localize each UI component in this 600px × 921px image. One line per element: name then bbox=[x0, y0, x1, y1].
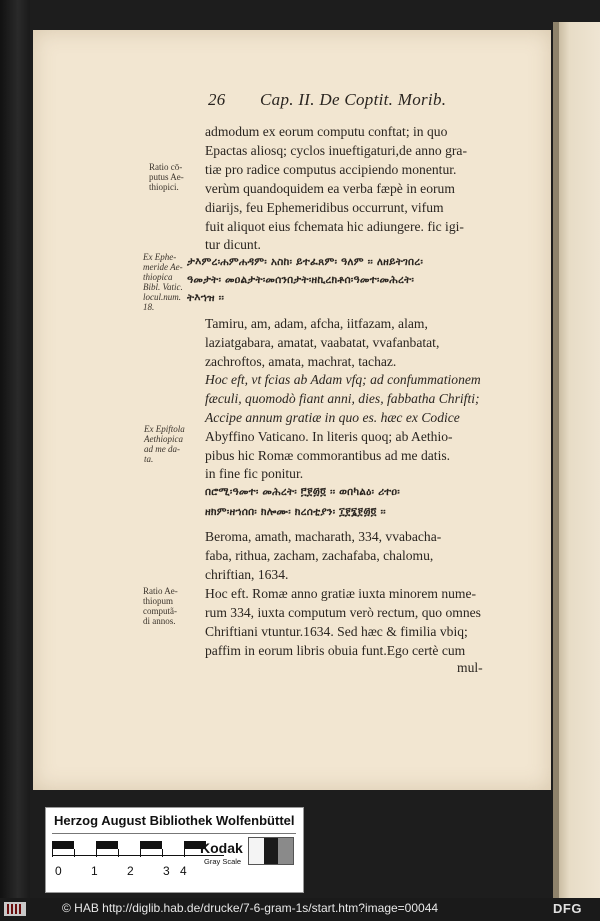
text-line: tur dicunt. bbox=[205, 237, 261, 252]
margin-note-line: Aethiopica bbox=[144, 434, 183, 444]
gray-patch-white bbox=[249, 838, 264, 864]
text-line: tiæ pro radice computus accipiendo monentur. bbox=[205, 162, 457, 177]
text-line: Tamiru, am, adam, afcha, iitfazam, alam, bbox=[205, 316, 428, 331]
text-line: paffim in eorum libris obuia funt.Ego certè cum bbox=[205, 643, 466, 658]
margin-note-line: thiopum bbox=[143, 596, 174, 606]
text-line: fuit aliquot eius fchemata hic adiungere. fic igi- bbox=[205, 219, 464, 234]
margin-note-line: thiopica bbox=[143, 272, 173, 282]
margin-note-line: Ex Ephe- bbox=[143, 252, 177, 262]
hab-logo-icon bbox=[4, 902, 26, 916]
card-divider bbox=[52, 833, 296, 834]
text-line: admodum ex eorum computu conftat; in quo bbox=[205, 124, 448, 139]
scale-number: 2 bbox=[127, 864, 134, 878]
book-page bbox=[33, 30, 551, 790]
margin-note-line: di annos. bbox=[143, 616, 176, 626]
margin-note-line: locul.num. bbox=[143, 292, 181, 302]
viewer-footer bbox=[0, 898, 600, 921]
margin-note-line: thiopici. bbox=[149, 182, 179, 192]
gray-patch-black bbox=[264, 838, 278, 864]
text-line: rum 334, iuxta computum verò rectum, quo omnes bbox=[205, 605, 481, 620]
ethiopic-line: ታእምረ፡ሐምሐዳም፡ አስከ፡ ይተፈጸም፡ ዓለም ፡፡ ለዘይትገበረ፡ bbox=[187, 256, 424, 268]
scale-baseline bbox=[52, 855, 224, 856]
margin-note-line: Bibl. Vatic. bbox=[143, 282, 183, 292]
margin-note-line: meride Ae- bbox=[143, 262, 183, 272]
text-line: Epactas aliosq; cyclos inueftigaturi,de anno gra- bbox=[205, 143, 467, 158]
margin-note-line: ad me da- bbox=[144, 444, 180, 454]
text-line: Beroma, amath, macharath, 334, vvabacha- bbox=[205, 529, 442, 544]
text-line: Hoc eft. Romæ anno gratiæ iuxta minorem nume- bbox=[205, 586, 477, 601]
ethiopic-line: ዓመታት፡ መዐልታት፡መሰንበታት፡ዘኪረክቶሰ፡ዓመተ፡መሕረት፡ bbox=[187, 274, 415, 286]
margin-note-line: Ratio Ae- bbox=[143, 586, 178, 596]
scale-segment bbox=[52, 841, 74, 849]
text-line: Abyffino Vaticano. In literis quoq; ab Aethio- bbox=[205, 429, 453, 444]
text-line: Chriftiani vtuntur.1634. Sed hæc & fimilia vbiq; bbox=[205, 624, 468, 639]
page-stack-edge bbox=[553, 22, 600, 898]
text-line: Hoc eft, vt fcias ab Adam vfq; ad confummationem bbox=[205, 372, 481, 387]
text-line: Accipe annum gratiæ in quo es. hæc ex Codice bbox=[205, 410, 460, 425]
text-line: chriftian, 1634. bbox=[205, 567, 289, 582]
text-line: laziatgabara, amatat, vaabatat, vvafanbatat, bbox=[205, 335, 440, 350]
running-title: Cap. II. De Coptit. Morib. bbox=[260, 90, 447, 109]
margin-note-line: putus Ae- bbox=[149, 172, 184, 182]
scale-number: 1 bbox=[91, 864, 98, 878]
scale-segment bbox=[96, 841, 118, 849]
ethiopic-line: ትእኀዝ ፡፡ bbox=[187, 292, 225, 304]
margin-note-line: Ex Epiftola bbox=[144, 424, 185, 434]
ethiopic-line: ዘክም፡ዘኀሰበ፡ ክሎሙ፡ ክረሰቲያን፡ ፲፻፮፻፴፬ ፡፡ bbox=[205, 506, 386, 518]
margin-note-line: computã- bbox=[143, 606, 177, 616]
text-line: zachroftos, amata, machrat, tachaz. bbox=[205, 354, 397, 369]
library-color-card bbox=[45, 807, 304, 893]
text-line: fæculi, quomodò fiant anni, dies, fabbatha Chrifti; bbox=[205, 391, 480, 406]
kodak-subtitle: Gray Scale bbox=[204, 857, 242, 866]
page-number: 26 bbox=[208, 90, 226, 109]
gray-scale-patch bbox=[248, 837, 294, 865]
text-line: pibus hic Romæ commorantibus ad me datis. bbox=[205, 448, 451, 463]
book-spine-edge bbox=[0, 0, 30, 898]
ethiopic-line: በሮሚ፡ዓመተ፡ መሕረት፡ ፫፻፴፬ ፡፡ ወበካልዕ፡ ሪተዐ፡ bbox=[205, 486, 400, 498]
scale-number: 4 bbox=[180, 864, 187, 878]
library-name: Herzog August Bibliothek Wolfenbüttel bbox=[54, 813, 295, 828]
margin-note-line: ta. bbox=[144, 454, 154, 464]
text-line: diarijs, feu Ephemeridibus occurrunt, vifum bbox=[205, 200, 444, 215]
scale-number: 3 bbox=[163, 864, 170, 878]
scale-segment bbox=[140, 841, 162, 849]
text-line: faba, rithua, zacham, zachafaba, chalomu, bbox=[205, 548, 434, 563]
kodak-brand: Kodak bbox=[200, 840, 243, 856]
margin-note-line: 18. bbox=[143, 302, 155, 312]
text-line: in fine fic ponitur. bbox=[205, 466, 304, 481]
dfg-logo: DFG bbox=[553, 901, 582, 916]
source-url[interactable]: © HAB http://diglib.hab.de/drucke/7-6-gram-1s/start.htm?image=00044 bbox=[62, 901, 439, 915]
gray-patch-mid bbox=[278, 838, 293, 864]
margin-note-line: Ratio cō- bbox=[149, 162, 183, 172]
text-line: verùm quandoquidem ea verba fæpè in eorum bbox=[205, 181, 455, 196]
scale-number: 0 bbox=[55, 864, 62, 878]
catchword: mul- bbox=[457, 660, 483, 675]
